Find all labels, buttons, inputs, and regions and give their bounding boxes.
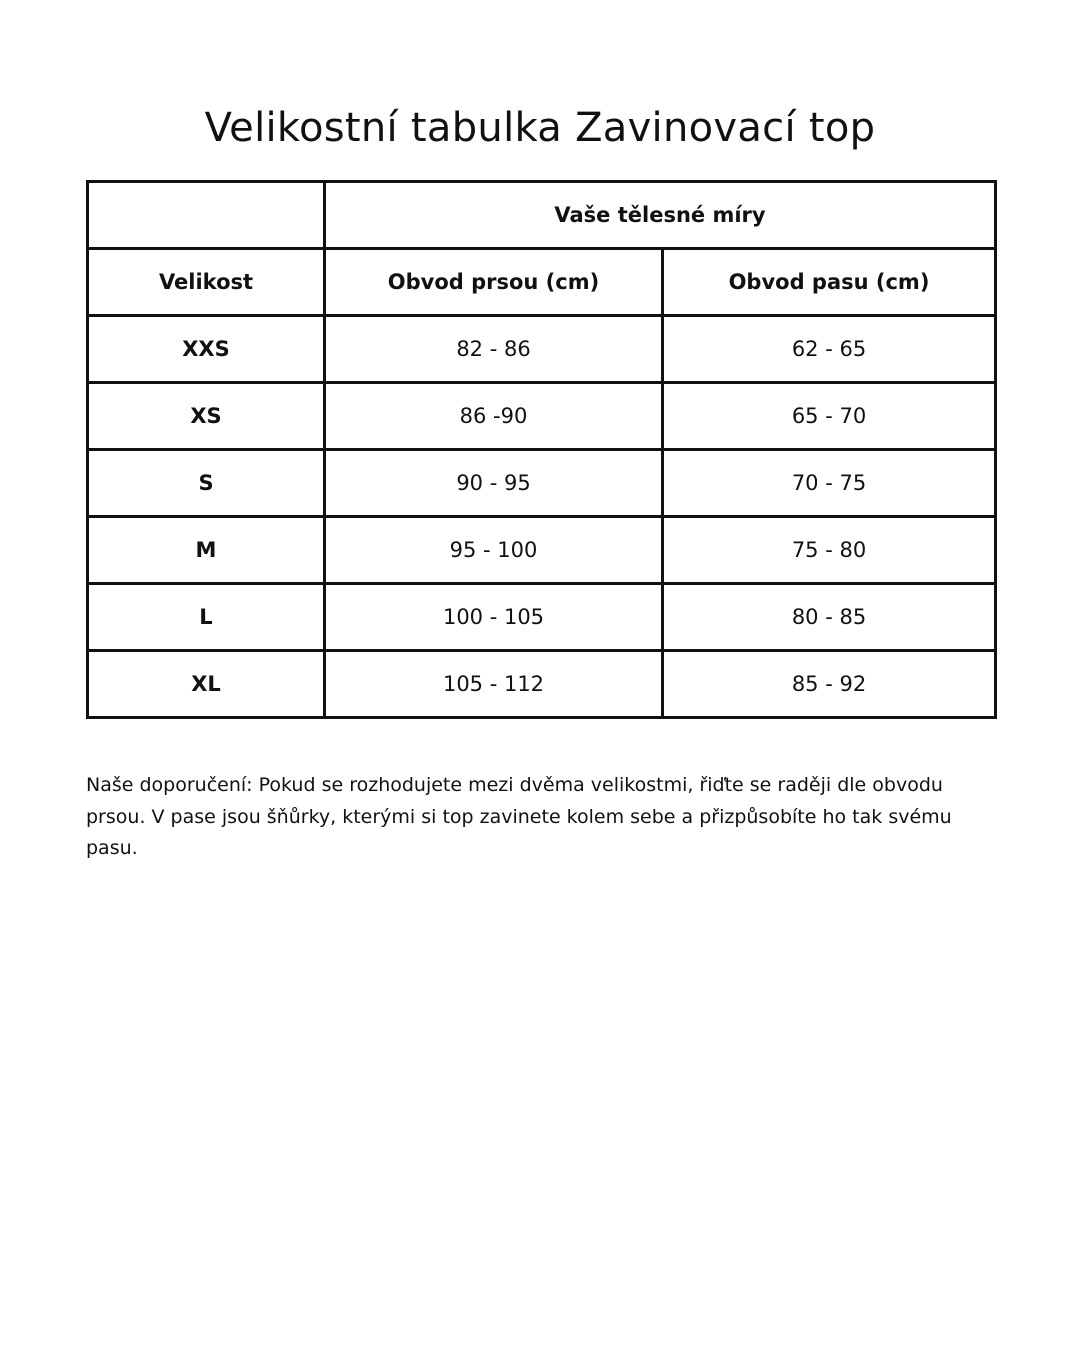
- waist-cell: 65 - 70: [663, 383, 996, 450]
- bust-cell: 100 - 105: [325, 584, 663, 651]
- table-row: [88, 383, 996, 450]
- table-column-header-row: [88, 249, 996, 316]
- table-row: [88, 450, 996, 517]
- size-chart-table: [86, 180, 997, 719]
- waist-cell: 70 - 75: [663, 450, 996, 517]
- waist-cell: 85 - 92: [663, 651, 996, 718]
- column-header-waist: Obvod pasu (cm): [663, 249, 996, 316]
- page-title: Velikostní tabulka Zavinovací top: [204, 105, 876, 151]
- bust-cell: 90 - 95: [325, 450, 663, 517]
- size-cell: M: [88, 517, 325, 584]
- bust-cell: 86 -90: [325, 383, 663, 450]
- waist-cell: 80 - 85: [663, 584, 996, 651]
- column-header-size: Velikost: [88, 249, 325, 316]
- size-cell: L: [88, 584, 325, 651]
- waist-cell: 75 - 80: [663, 517, 996, 584]
- table-group-header: Vaše tělesné míry: [325, 182, 996, 249]
- waist-cell: 62 - 65: [663, 316, 996, 383]
- bust-cell: 105 - 112: [325, 651, 663, 718]
- table-row: [88, 651, 996, 718]
- table-row: [88, 316, 996, 383]
- recommendation-note: Naše doporučení: Pokud se rozhodujete mezi dvěma velikostmi, řiďte se raději dle obvodu prsou. V pase jsou šňůrky, kterými si top zavinete kolem sebe a přizpůsobíte ho tak svému pasu.: [86, 774, 952, 859]
- size-cell: XS: [88, 383, 325, 450]
- table-row: [88, 517, 996, 584]
- size-cell: XXS: [88, 316, 325, 383]
- table-header-empty-cell: [88, 182, 325, 249]
- size-cell: S: [88, 450, 325, 517]
- bust-cell: 95 - 100: [325, 517, 663, 584]
- size-cell: XL: [88, 651, 325, 718]
- table-group-header-row: [88, 182, 996, 249]
- column-header-bust: Obvod prsou (cm): [325, 249, 663, 316]
- table-row: [88, 584, 996, 651]
- bust-cell: 82 - 86: [325, 316, 663, 383]
